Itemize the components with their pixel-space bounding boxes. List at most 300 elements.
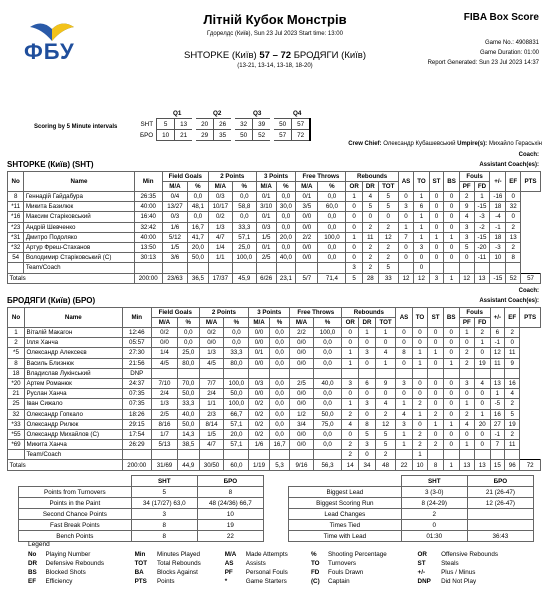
stat-cell: 2 (506, 242, 521, 252)
stat-cell: 0,0 (232, 212, 256, 222)
stat-cell: *11 (8, 202, 24, 212)
stat-cell: 0 (359, 450, 376, 460)
player-name: Team/Coach (24, 450, 122, 460)
stat-cell (459, 263, 474, 273)
stats-team-head: БРО (197, 476, 263, 487)
stat-cell: 80,0 (178, 358, 200, 368)
stat-cell: 1 (444, 232, 460, 242)
stat-cell: 1 (398, 222, 414, 232)
stat-cell: 5 (375, 429, 396, 439)
stat-cell (505, 450, 520, 460)
total-cell: 5 (346, 273, 362, 283)
stat-cell: 8 (8, 192, 24, 202)
table-row (8, 348, 541, 358)
col-ef: EF (506, 172, 521, 192)
stat-cell: 1/5 (162, 242, 187, 252)
stat-cell: 25 (8, 399, 25, 409)
col-ma: M/A (290, 318, 314, 328)
legend-key: PTS (134, 578, 147, 585)
stats-value: 3 (131, 509, 197, 520)
player-name: Микита Ханча (24, 440, 122, 450)
stat-cell: 1/4 (151, 348, 177, 358)
stat-cell: 3/10 (256, 202, 276, 212)
stats-row (19, 487, 264, 498)
stat-cell: 07:35 (122, 389, 151, 399)
legend-desc: Defensive Rebounds (45, 560, 104, 567)
legend-key: Min (134, 551, 146, 558)
stat-cell (290, 450, 314, 460)
stats-label: Bench Points (19, 531, 132, 542)
table-row (8, 222, 541, 232)
stat-cell (375, 368, 396, 378)
col-tot: TOT (375, 318, 396, 328)
stat-cell: 27:30 (122, 348, 151, 358)
stats-value: 19 (197, 520, 263, 531)
stat-cell: 0 (474, 429, 490, 439)
stat-cell: *33 (8, 419, 25, 429)
stat-cell: 0,0 (269, 348, 289, 358)
stats-label: Points in the Paint (19, 498, 132, 509)
stat-cell: 0/4 (162, 192, 187, 202)
stat-cell: 48,1 (188, 202, 209, 212)
stat-cell: 1/5 (256, 232, 276, 242)
stat-cell: 2/2 (290, 328, 314, 338)
stat-cell: 32:42 (134, 222, 162, 232)
stat-cell: 0 (444, 253, 460, 263)
col-ma: M/A (199, 318, 224, 328)
stat-cell: 5 (378, 263, 398, 273)
stat-cell: 13:50 (134, 242, 162, 252)
stat-cell: 0 (414, 263, 429, 273)
table-row (8, 192, 541, 202)
stat-cell: 0/2 (199, 328, 224, 338)
stat-cell: 11 (505, 348, 520, 358)
stat-cell: 7/10 (151, 378, 177, 388)
legend-key: No (28, 551, 37, 558)
stat-cell (459, 450, 474, 460)
stat-cell: 4/5 (199, 358, 224, 368)
stat-cell: 0 (428, 399, 443, 409)
stat-cell: 100,0 (224, 399, 249, 409)
col-ma: M/A (256, 182, 276, 192)
legend-desc: Efficiency (45, 578, 73, 585)
stat-cell: 0 (398, 242, 414, 252)
stat-cell: 3 (414, 242, 429, 252)
stat-cell: 7 (398, 232, 414, 242)
stat-cell: 2 (459, 192, 474, 202)
col-fg: Field Goals (162, 172, 208, 182)
stat-cell: DNP (122, 368, 151, 378)
stat-cell: 11 (490, 358, 505, 368)
col-reb: Rebounds (346, 172, 398, 182)
team1-boxscore (7, 171, 541, 284)
col-ft: Free Throws (290, 308, 342, 318)
total-cell: 57 (521, 273, 541, 283)
stat-cell: 12 (490, 348, 505, 358)
total-cell: 10 (412, 460, 428, 470)
stat-cell (396, 368, 412, 378)
stat-cell: 40,0 (313, 378, 342, 388)
total-cell: 1 (444, 273, 460, 283)
stat-cell: 0 (443, 409, 459, 419)
stat-cell: 0/0 (290, 389, 314, 399)
stat-cell: 11 (505, 440, 520, 450)
stat-cell (269, 450, 289, 460)
team1-assistant: Assistant Coach(es): (479, 162, 539, 168)
stat-cell: 0 (474, 440, 490, 450)
total-cell: 31/69 (151, 460, 177, 470)
stat-cell: 13/27 (162, 202, 187, 212)
total-cell: 45,9 (232, 273, 256, 283)
total-cell: 17/37 (208, 273, 232, 283)
stat-cell: 4/7 (208, 232, 232, 242)
stat-cell: 0 (346, 222, 362, 232)
col-fd: FD (474, 318, 490, 328)
stat-cell: 3 (359, 399, 376, 409)
total-cell: 1/19 (249, 460, 269, 470)
stat-cell: -15 (474, 202, 490, 212)
quarter-team: SHT (140, 120, 154, 128)
stat-cell: *23 (8, 222, 24, 232)
quarter-table (140, 118, 311, 141)
col-pts: PTS (520, 308, 541, 328)
stat-cell: 0/0 (290, 348, 314, 358)
stat-cell: 2 (378, 242, 398, 252)
stat-cell: 58,8 (232, 202, 256, 212)
stats-value: 3 (3-0) (401, 487, 467, 498)
stat-cell: 12 (378, 232, 398, 242)
stat-cell: 16,7 (188, 222, 209, 232)
stats-header-blank (289, 476, 402, 487)
legend-desc: Plus / Minus (441, 569, 476, 576)
total-cell: 30/50 (199, 460, 224, 470)
stat-cell: 1/3 (199, 348, 224, 358)
stat-cell: 100,0 (318, 232, 346, 242)
stats-row (289, 487, 534, 498)
total-cell: 14 (342, 460, 359, 470)
table-row (8, 429, 541, 439)
stat-cell (444, 263, 460, 273)
stat-cell: *31 (8, 232, 24, 242)
stats-row (19, 531, 264, 542)
total-cell: 15 (490, 460, 505, 470)
stat-cell: 0 (459, 429, 474, 439)
stat-cell: 0/1 (249, 348, 269, 358)
stat-cell: 2 (375, 409, 396, 419)
stat-cell: 0/1 (256, 242, 276, 252)
stat-cell: 0/0 (296, 242, 318, 252)
table-row (8, 212, 541, 222)
stat-cell: 27 (490, 419, 505, 429)
stat-cell: 12:46 (122, 328, 151, 338)
stat-cell: 2 (342, 409, 359, 419)
stat-cell: 1 (474, 409, 490, 419)
stats-value: 34 (17/27) 63,0 (131, 498, 197, 509)
stats-label: Second Chance Points (19, 509, 132, 520)
stat-cell (474, 450, 490, 460)
stat-cell: 0 (443, 338, 459, 348)
stat-cell: 2/4 (151, 389, 177, 399)
table-row (8, 358, 541, 368)
stat-cell: 0 (474, 389, 490, 399)
stat-cell: 0,0 (318, 222, 346, 232)
stat-cell: 2 (378, 222, 398, 232)
stat-cell: 0 (443, 328, 459, 338)
stat-cell: 2 (459, 348, 474, 358)
stat-cell (8, 450, 25, 460)
stat-cell: 0/2 (249, 429, 269, 439)
stat-cell: 1 (414, 222, 429, 232)
stat-cell: 3 (342, 378, 359, 388)
stat-cell (256, 263, 276, 273)
stats-label: Time with Lead (289, 531, 402, 542)
stat-cell: 0,0 (318, 192, 346, 202)
stat-cell (443, 450, 459, 460)
stat-cell: 33,3 (224, 348, 249, 358)
stat-cell: 0,0 (178, 328, 200, 338)
stat-cell: 1 (459, 399, 474, 409)
stat-cell: -20 (474, 242, 490, 252)
stat-cell: 0 (459, 338, 474, 348)
col-st: ST (429, 172, 444, 192)
stat-cell: *55 (8, 429, 25, 439)
stat-cell: *5 (8, 348, 25, 358)
stat-cell: 4 (474, 378, 490, 388)
stat-cell: 5/12 (162, 232, 187, 242)
stat-cell: 1/7 (151, 429, 177, 439)
stat-cell: 3/4 (290, 419, 314, 429)
stat-cell: 18 (8, 368, 25, 378)
stat-cell: 0,0 (269, 399, 289, 409)
col-p2: 2 Points (199, 308, 249, 318)
stat-cell: 100,0 (232, 253, 256, 263)
col-p2: 2 Points (208, 172, 256, 182)
team2-coach: Coach: (518, 288, 539, 294)
stat-cell: 2/3 (199, 409, 224, 419)
stat-cell: 19 (474, 358, 490, 368)
stat-cell: 3 (398, 202, 414, 212)
player-name: Олександр Рилюк (24, 419, 122, 429)
legend-desc: Game Starters (245, 578, 287, 585)
stat-cell: 0 (428, 358, 443, 368)
stat-cell: 20 (474, 419, 490, 429)
col-pct: % (224, 318, 249, 328)
total-cell: 33 (378, 273, 398, 283)
stat-cell: 8/14 (199, 419, 224, 429)
total-cell: 1 (443, 460, 459, 470)
stat-cell: 14,3 (178, 429, 200, 439)
stat-cell (151, 368, 177, 378)
stat-cell: 2 (505, 399, 520, 409)
stat-cell: 4 (459, 212, 474, 222)
col-as: AS (398, 172, 414, 192)
stats-label: Points from Turnovers (19, 487, 132, 498)
stat-cell: 9 (375, 378, 396, 388)
stat-cell: 5/13 (151, 440, 177, 450)
stat-cell: -3 (474, 212, 490, 222)
stat-cell: 0,0 (224, 338, 249, 348)
stats-row (289, 498, 534, 509)
total-cell: 12 (414, 273, 429, 283)
stat-cell: 1/3 (208, 222, 232, 232)
stat-cell: 1/5 (199, 429, 224, 439)
stat-cell: 0 (443, 399, 459, 409)
total-cell: 13 (459, 460, 474, 470)
legend-desc: Playing Number (45, 551, 91, 558)
total-cell: 52 (506, 273, 521, 283)
stat-cell: 2 (375, 450, 396, 460)
stat-cell (490, 368, 505, 378)
stat-cell: 1 (474, 338, 490, 348)
stats-value: 01:30 (401, 531, 467, 542)
table-row (8, 378, 541, 388)
stat-cell: 2 (342, 450, 359, 460)
player-name: Василь Близнюк (24, 358, 122, 368)
legend-title: Legend (28, 541, 50, 548)
total-cell: 200:00 (122, 460, 151, 470)
stat-cell: 70,0 (178, 378, 200, 388)
stat-cell: 20,0 (188, 242, 209, 252)
totals-label: Totals (8, 460, 123, 470)
stat-cell: *16 (8, 212, 24, 222)
stat-cell: 0/3 (208, 192, 232, 202)
stat-cell: 0 (443, 440, 459, 450)
legend-key: DR (28, 560, 38, 567)
stat-cell: 40,0 (276, 253, 296, 263)
col-pct: % (232, 182, 256, 192)
player-name: Максим Старіковський (24, 212, 134, 222)
stat-cell: 1 (396, 440, 412, 450)
report-generated: Report Generated: Sun 23 Jul 2023 14:37 (427, 60, 539, 66)
stat-cell: 0 (398, 253, 414, 263)
team2-title: БРОДЯГИ (Київ) (БРО) (7, 296, 96, 305)
stats-value: 8 (131, 531, 197, 542)
stat-cell (474, 368, 490, 378)
player-name: Олександр Алексеєв (24, 348, 122, 358)
stat-cell: 2/2 (296, 232, 318, 242)
legend-desc: Total Rebounds (156, 560, 201, 567)
stat-cell: 8 (506, 253, 521, 263)
stat-cell: 0 (474, 348, 490, 358)
stat-cell: *20 (8, 378, 25, 388)
stat-cell: 0 (429, 202, 444, 212)
stat-cell: 0 (342, 338, 359, 348)
stat-cell: 0,0 (269, 419, 289, 429)
team1-title: SHTOPKE (Київ) (SHT) (7, 160, 94, 169)
legend-row (28, 568, 528, 577)
stats-value: 8 (24-29) (401, 498, 467, 509)
stats-row (289, 520, 534, 531)
stat-cell: 0 (505, 338, 520, 348)
stat-cell (134, 263, 162, 273)
stats-header (289, 476, 534, 487)
table-row (8, 328, 541, 338)
stat-cell: -1 (490, 222, 506, 232)
col-ma: M/A (249, 318, 269, 328)
legend-desc: Made Attempts (245, 551, 288, 558)
stats-header (19, 476, 264, 487)
stat-cell: 0 (359, 409, 376, 419)
stat-cell: 40,0 (178, 409, 200, 419)
player-name: Владислав Лукінський (24, 368, 122, 378)
stat-cell: 0,0 (313, 348, 342, 358)
stat-cell: 1 (342, 348, 359, 358)
col-ma: M/A (151, 318, 177, 328)
stats-value: 0 (401, 520, 467, 531)
stat-cell: 0 (346, 212, 362, 222)
stat-cell: 0/3 (256, 222, 276, 232)
totals-label: Totals (8, 273, 135, 283)
stat-cell: -15 (474, 232, 490, 242)
table-header (8, 172, 541, 182)
total-cell: 44,9 (178, 460, 200, 470)
legend-desc: Fouls Drawn (327, 569, 364, 576)
legend-table (28, 550, 528, 586)
stat-cell: 24:37 (122, 378, 151, 388)
col-no: No (8, 172, 24, 192)
stat-cell: 0/0 (290, 440, 314, 450)
stat-cell (313, 368, 342, 378)
col-min: Min (134, 172, 162, 192)
stat-cell: 1 (429, 232, 444, 242)
col-pct: % (269, 318, 289, 328)
stat-cell: 0 (444, 192, 460, 202)
crew-line (310, 141, 542, 147)
stat-cell: 0 (443, 348, 459, 358)
stat-cell: 05:57 (122, 338, 151, 348)
stats-value: 5 (131, 487, 197, 498)
quarter-row (140, 130, 310, 141)
stat-cell: 1/1 (199, 399, 224, 409)
stat-cell: 0 (412, 389, 428, 399)
player-name: Ілля Ханча (24, 338, 122, 348)
stat-cell: 25,0 (232, 242, 256, 252)
stat-cell (224, 450, 249, 460)
stat-cell: 0,0 (269, 358, 289, 368)
stats-row (19, 498, 264, 509)
score-value: 57 – 72 (259, 50, 292, 61)
stat-cell: 75,0 (313, 419, 342, 429)
stat-cell: 5 (375, 440, 396, 450)
stat-cell: -1 (490, 338, 505, 348)
stat-cell: 0,0 (188, 212, 209, 222)
stats-value: 2 (401, 509, 467, 520)
legend-desc: Did Not Play (441, 578, 477, 585)
crew-chief-name: Олександр Кубашевський (383, 141, 456, 147)
legend-key: BA (134, 569, 144, 576)
total-cell: 13 (474, 460, 490, 470)
player-name: Артем Романюк (24, 378, 122, 388)
stat-cell (412, 368, 428, 378)
stat-cell (398, 263, 414, 273)
stat-cell: 100,0 (313, 328, 342, 338)
col-as: AS (396, 308, 412, 328)
stat-cell: 0 (398, 192, 414, 202)
stat-cell: 0 (396, 338, 412, 348)
total-cell: 12 (459, 273, 474, 283)
table-row (8, 368, 541, 378)
player-name: Олександр Михайлов (С) (24, 429, 122, 439)
stat-cell: 2 (412, 440, 428, 450)
stat-cell: 0 (506, 192, 521, 202)
player-name: Дмитро Подоляко (24, 232, 134, 242)
stat-cell: 10/17 (208, 202, 232, 212)
stat-cell: 0,0 (269, 338, 289, 348)
stat-cell: 54 (8, 253, 24, 263)
stat-cell: 0 (459, 253, 474, 263)
stats-label: Biggest Lead (289, 487, 402, 498)
stat-cell: 0/2 (151, 328, 177, 338)
